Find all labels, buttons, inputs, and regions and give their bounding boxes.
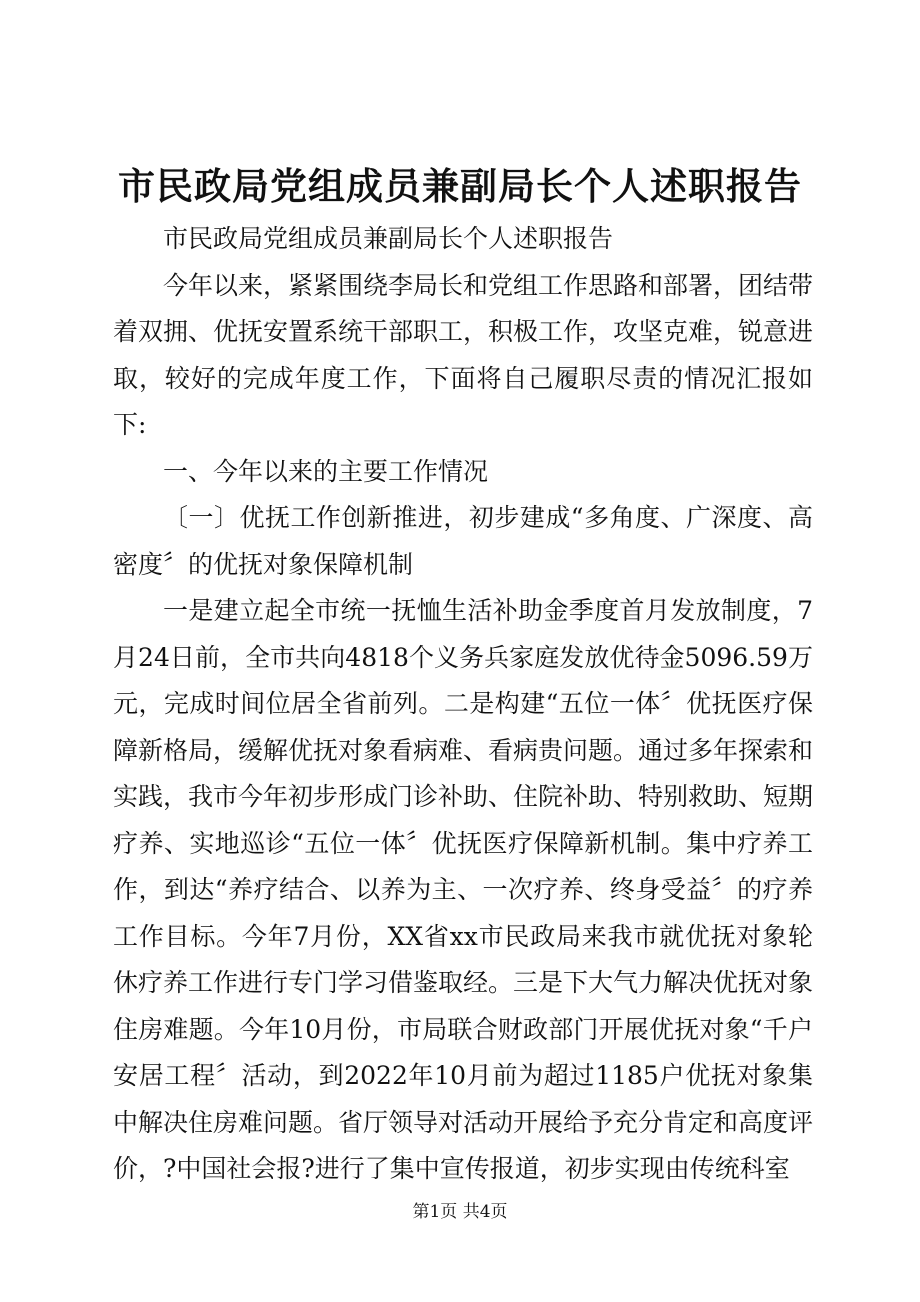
intro-paragraph: 今年以来，紧紧围绕李局长和党组工作思路和部署，团结带着双拥、优抚安置系统干部职工，积极工作，攻坚克难，锐意进取，较好的完成年度工作，下面将自己履职尽责的情况汇报如下: [113,270,814,439]
page-number: 第1页 共4页 [412,1202,508,1222]
page-footer [0,1198,920,1226]
body-paragraph: 一是建立起全市统一抚恤生活补助金季度首月发放制度，7月24日前，全市共向4818个义务兵家庭发放优待金5096.59万元，完成时间位居全省前列。二是构建“五位一体〞优抚医疗保障新格局，缓解优抚对象看病难、看病贵问题。通过多年探索和实践，我市今年初步形成门诊补助、住院补助、特别救助、短期疗养、实地巡诊“五位一体〞优抚医疗保障新机制。集中疗养工作，到达“养疗结合、以养为主、一次疗养、终身受益〞的疗养工作目标。今年7月份，XX省xx市民政局来我市就优抚对象轮休疗养工作进行专门学习借鉴取经。三是下大气力解决优抚对象住房难题。今年10月份，市局联合财政部门开展优抚对象“千户安居工程〞活动，到2022年10月前为超过1185户优抚对象集中解决住房难问题。省厅领导对活动开展给予充分肯定和高度评价，?中国社会报?进行了集中宣传报道，初步实现由传统科室 [113,596,814,1183]
section-heading: 一、今年以来的主要工作情况 [163,456,489,486]
subtitle-paragraph: 市民政局党组成员兼副局长个人述职报告 [163,224,614,253]
document-body [113,216,813,1193]
document-title: 市民政局党组成员兼副局长个人述职报告 [118,164,802,208]
subsection-heading: 〔一〕优抚工作创新推进，初步建成“多角度、广深度、高密度〞的优抚对象保障机制 [113,503,813,579]
